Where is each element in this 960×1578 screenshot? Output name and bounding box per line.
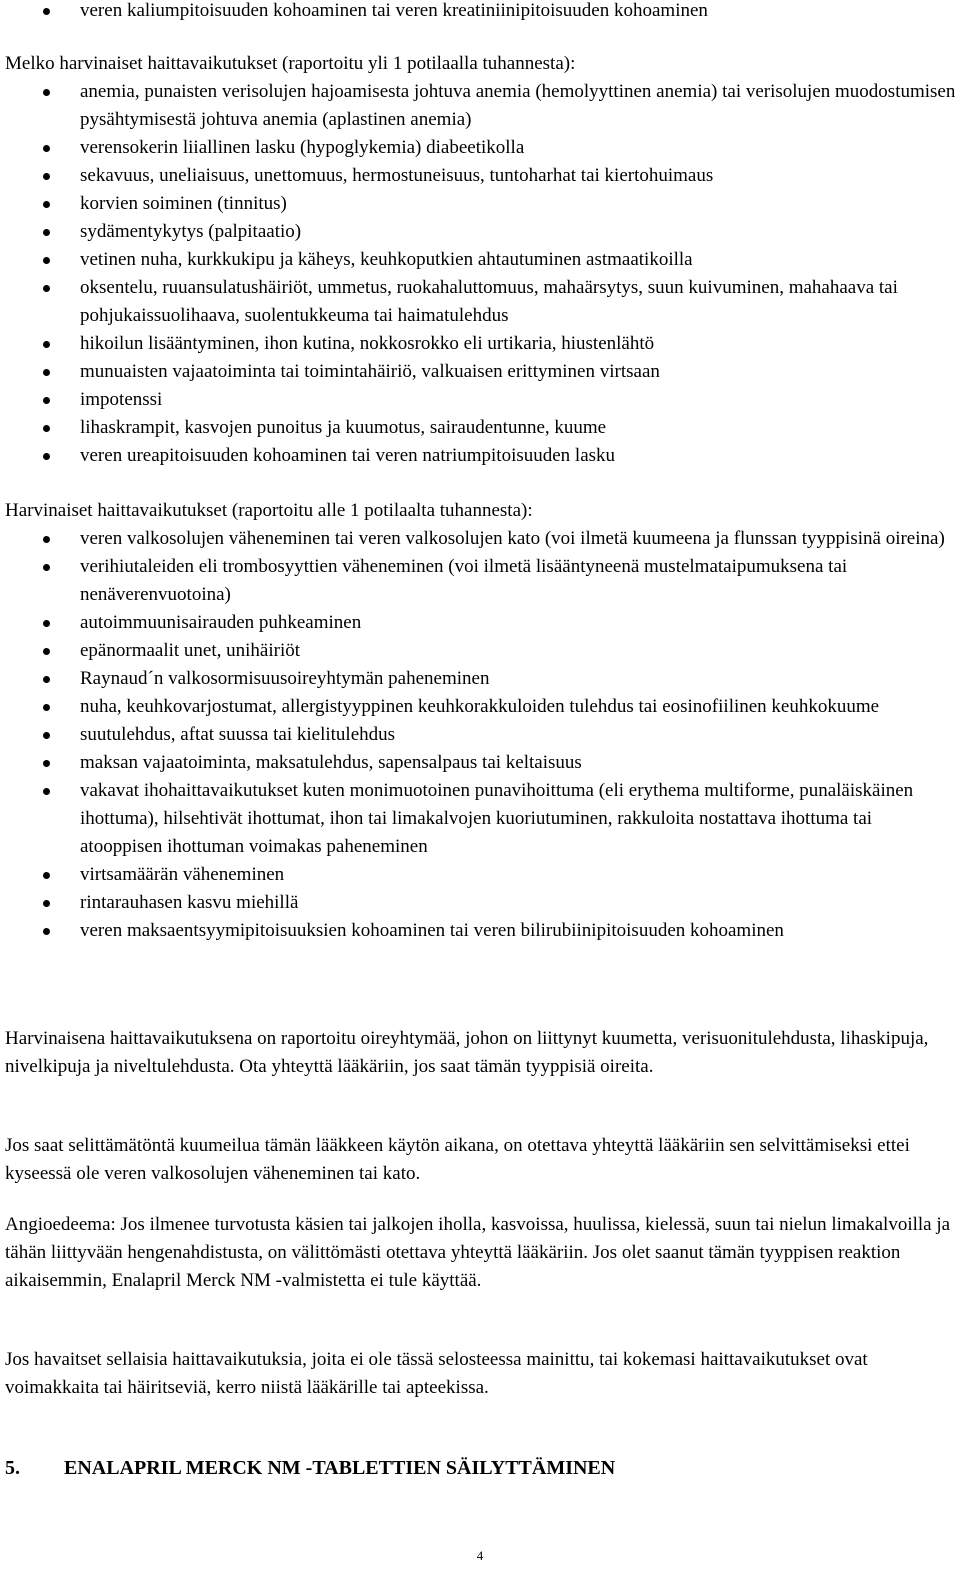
syndrome-paragraph: Harvinaisena haittavaikutuksena on raportoitu oireyhtymää, johon on liittynyt kuumetta, verisuonitulehdusta, lihaskipuja, nivelkipuja ja niveltulehdusta. Ota yhteyttä lääkäriin, jos saat tämän tyyppisiä oireita. [5,1028,929,1077]
uncommon-list [0,78,960,470]
list-item: impotenssi [0,386,960,414]
list-item: anemia, punaisten verisolujen hajoamisesta johtuva anemia (hemolyyttinen anemia) tai verisolujen muodostumisen pysähtymisestä johtuva anemia (aplastinen anemia) [0,78,960,134]
bullet-icon [43,8,50,15]
bullet-icon [43,676,50,683]
bullet-icon [43,536,50,543]
report-side-effects-paragraph: Jos havaitset sellaisia haittavaikutuksia, joita ei ole tässä selosteessa mainittu, tai kokemasi haittavaikutukset ovat voimakkaita tai häiritseviä, kerro niistä lääkärille tai apteekissa. [5,1349,868,1398]
continued-list [0,0,960,25]
bullet-icon [43,201,50,208]
bullet-icon [43,369,50,376]
list-item: sekavuus, uneliaisuus, unettomuus, hermostuneisuus, tuntoharhat tai kiertohuimaus [0,162,960,190]
bullet-icon [43,760,50,767]
list-item: vakavat ihohaittavaikutukset kuten monimuotoinen punavihoittuma (eli erythema multiforme, punaläiskäinen ihottuma), hilsehtivät ihottumat, ihon tai limakalvojen kuoriutuminen, rakkuloita nostattava ihottuma tai atooppisen ihottuman voimakas paheneminen [0,777,960,861]
bullet-icon [43,341,50,348]
list-item: maksan vajaatoiminta, maksatulehdus, sapensalpaus tai keltaisuus [0,749,960,777]
list-item: lihaskrampit, kasvojen punoitus ja kuumotus, sairaudentunne, kuume [0,414,960,442]
list-item: virtsamäärän väheneminen [0,861,960,889]
list-item: vetinen nuha, kurkkukipu ja käheys, keuhkoputkien ahtautuminen astmaatikoilla [0,246,960,274]
section-title: ENALAPRIL MERCK NM -TABLETTIEN SÄILYTTÄMINEN [64,1457,616,1479]
bullet-icon [43,928,50,935]
list-item: oksentelu, ruuansulatushäiriöt, ummetus, ruokahaluttomuus, mahaärsytys, suun kuivuminen, mahahaava tai pohjukaissuolihaava, suolentukkeuma tai haimatulehdus [0,274,960,330]
bullet-icon [43,257,50,264]
list-item: korvien soiminen (tinnitus) [0,190,960,218]
list-item: veren ureapitoisuuden kohoaminen tai veren natriumpitoisuuden lasku [0,442,960,470]
list-item: veren maksaentsyymipitoisuuksien kohoaminen tai veren bilirubiinipitoisuuden kohoaminen [0,917,960,945]
bullet-icon [43,89,50,96]
list-item: hikoilun lisääntyminen, ihon kutina, nokkosrokko eli urtikaria, hiustenlähtö [0,330,960,358]
bullet-icon [43,732,50,739]
fever-paragraph: Jos saat selittämätöntä kuumeilua tämän lääkkeen käytön aikana, on otettava yhteyttä lääkäriin sen selvittämiseksi ettei kyseessä ole veren valkosolujen väheneminen tai kato. [5,1135,910,1184]
section-number: 5. [5,1457,20,1479]
bullet-icon [43,564,50,571]
list-item: veren kaliumpitoisuuden kohoaminen tai veren kreatiniinipitoisuuden kohoaminen [0,0,960,25]
bullet-icon [43,397,50,404]
bullet-icon [43,872,50,879]
list-item: verihiutaleiden eli trombosyyttien väheneminen (voi ilmetä lisääntyneenä mustelmataipumuksena tai nenäverenvuotoina) [0,553,960,609]
list-item: rintarauhasen kasvu miehillä [0,889,960,917]
uncommon-effects-section [0,50,960,470]
bullet-icon [43,704,50,711]
bullet-icon [43,648,50,655]
rare-heading: Harvinaiset haittavaikutukset (raportoitu alle 1 potilaalta tuhannesta): [5,500,533,521]
bullet-icon [43,229,50,236]
bullet-icon [43,145,50,152]
list-item: Raynaud´n valkosormisuusoireyhtymän paheneminen [0,665,960,693]
list-item: verensokerin liiallinen lasku (hypoglykemia) diabeetikolla [0,134,960,162]
bullet-icon [43,425,50,432]
rare-list [0,525,960,945]
list-item: veren valkosolujen väheneminen tai veren valkosolujen kato (voi ilmetä kuumeena ja flunssan tyyppisinä oireina) [0,525,960,553]
list-item: nuha, keuhkovarjostumat, allergistyyppinen keuhkorakkuloiden tulehdus tai eosinofiilinen keuhkokuume [0,693,960,721]
page-number: 4 [476,1548,484,1563]
bullet-icon [43,173,50,180]
uncommon-heading: Melko harvinaiset haittavaikutukset (raportoitu yli 1 potilaalla tuhannesta): [5,53,576,74]
bullet-icon [43,620,50,627]
list-item: epänormaalit unet, unihäiriöt [0,637,960,665]
bullet-icon [43,285,50,292]
bullet-icon [43,900,50,907]
list-item: munuaisten vajaatoiminta tai toimintahäiriö, valkuaisen erittyminen virtsaan [0,358,960,386]
list-item: autoimmuunisairauden puhkeaminen [0,609,960,637]
angioedema-paragraph: Angioedeema: Jos ilmenee turvotusta käsien tai jalkojen iholla, kasvoissa, huulissa, kielessä, suun tai nielun limakalvoilla ja tähän liittyvään hengenahdistusta, on välittömästi otettava yhteyttä lääkäriin. Jos olet saanut tämän tyyppisen reaktion aikaisemmin, Enalapril Merck NM -valmistetta ei tule käyttää. [5,1214,951,1291]
bullet-icon [43,788,50,795]
list-item: sydämentykytys (palpitaatio) [0,218,960,246]
bullet-icon [43,453,50,460]
rare-effects-section [0,497,960,945]
list-item: suutulehdus, aftat suussa tai kielitulehdus [0,721,960,749]
section-heading [5,1454,615,1482]
